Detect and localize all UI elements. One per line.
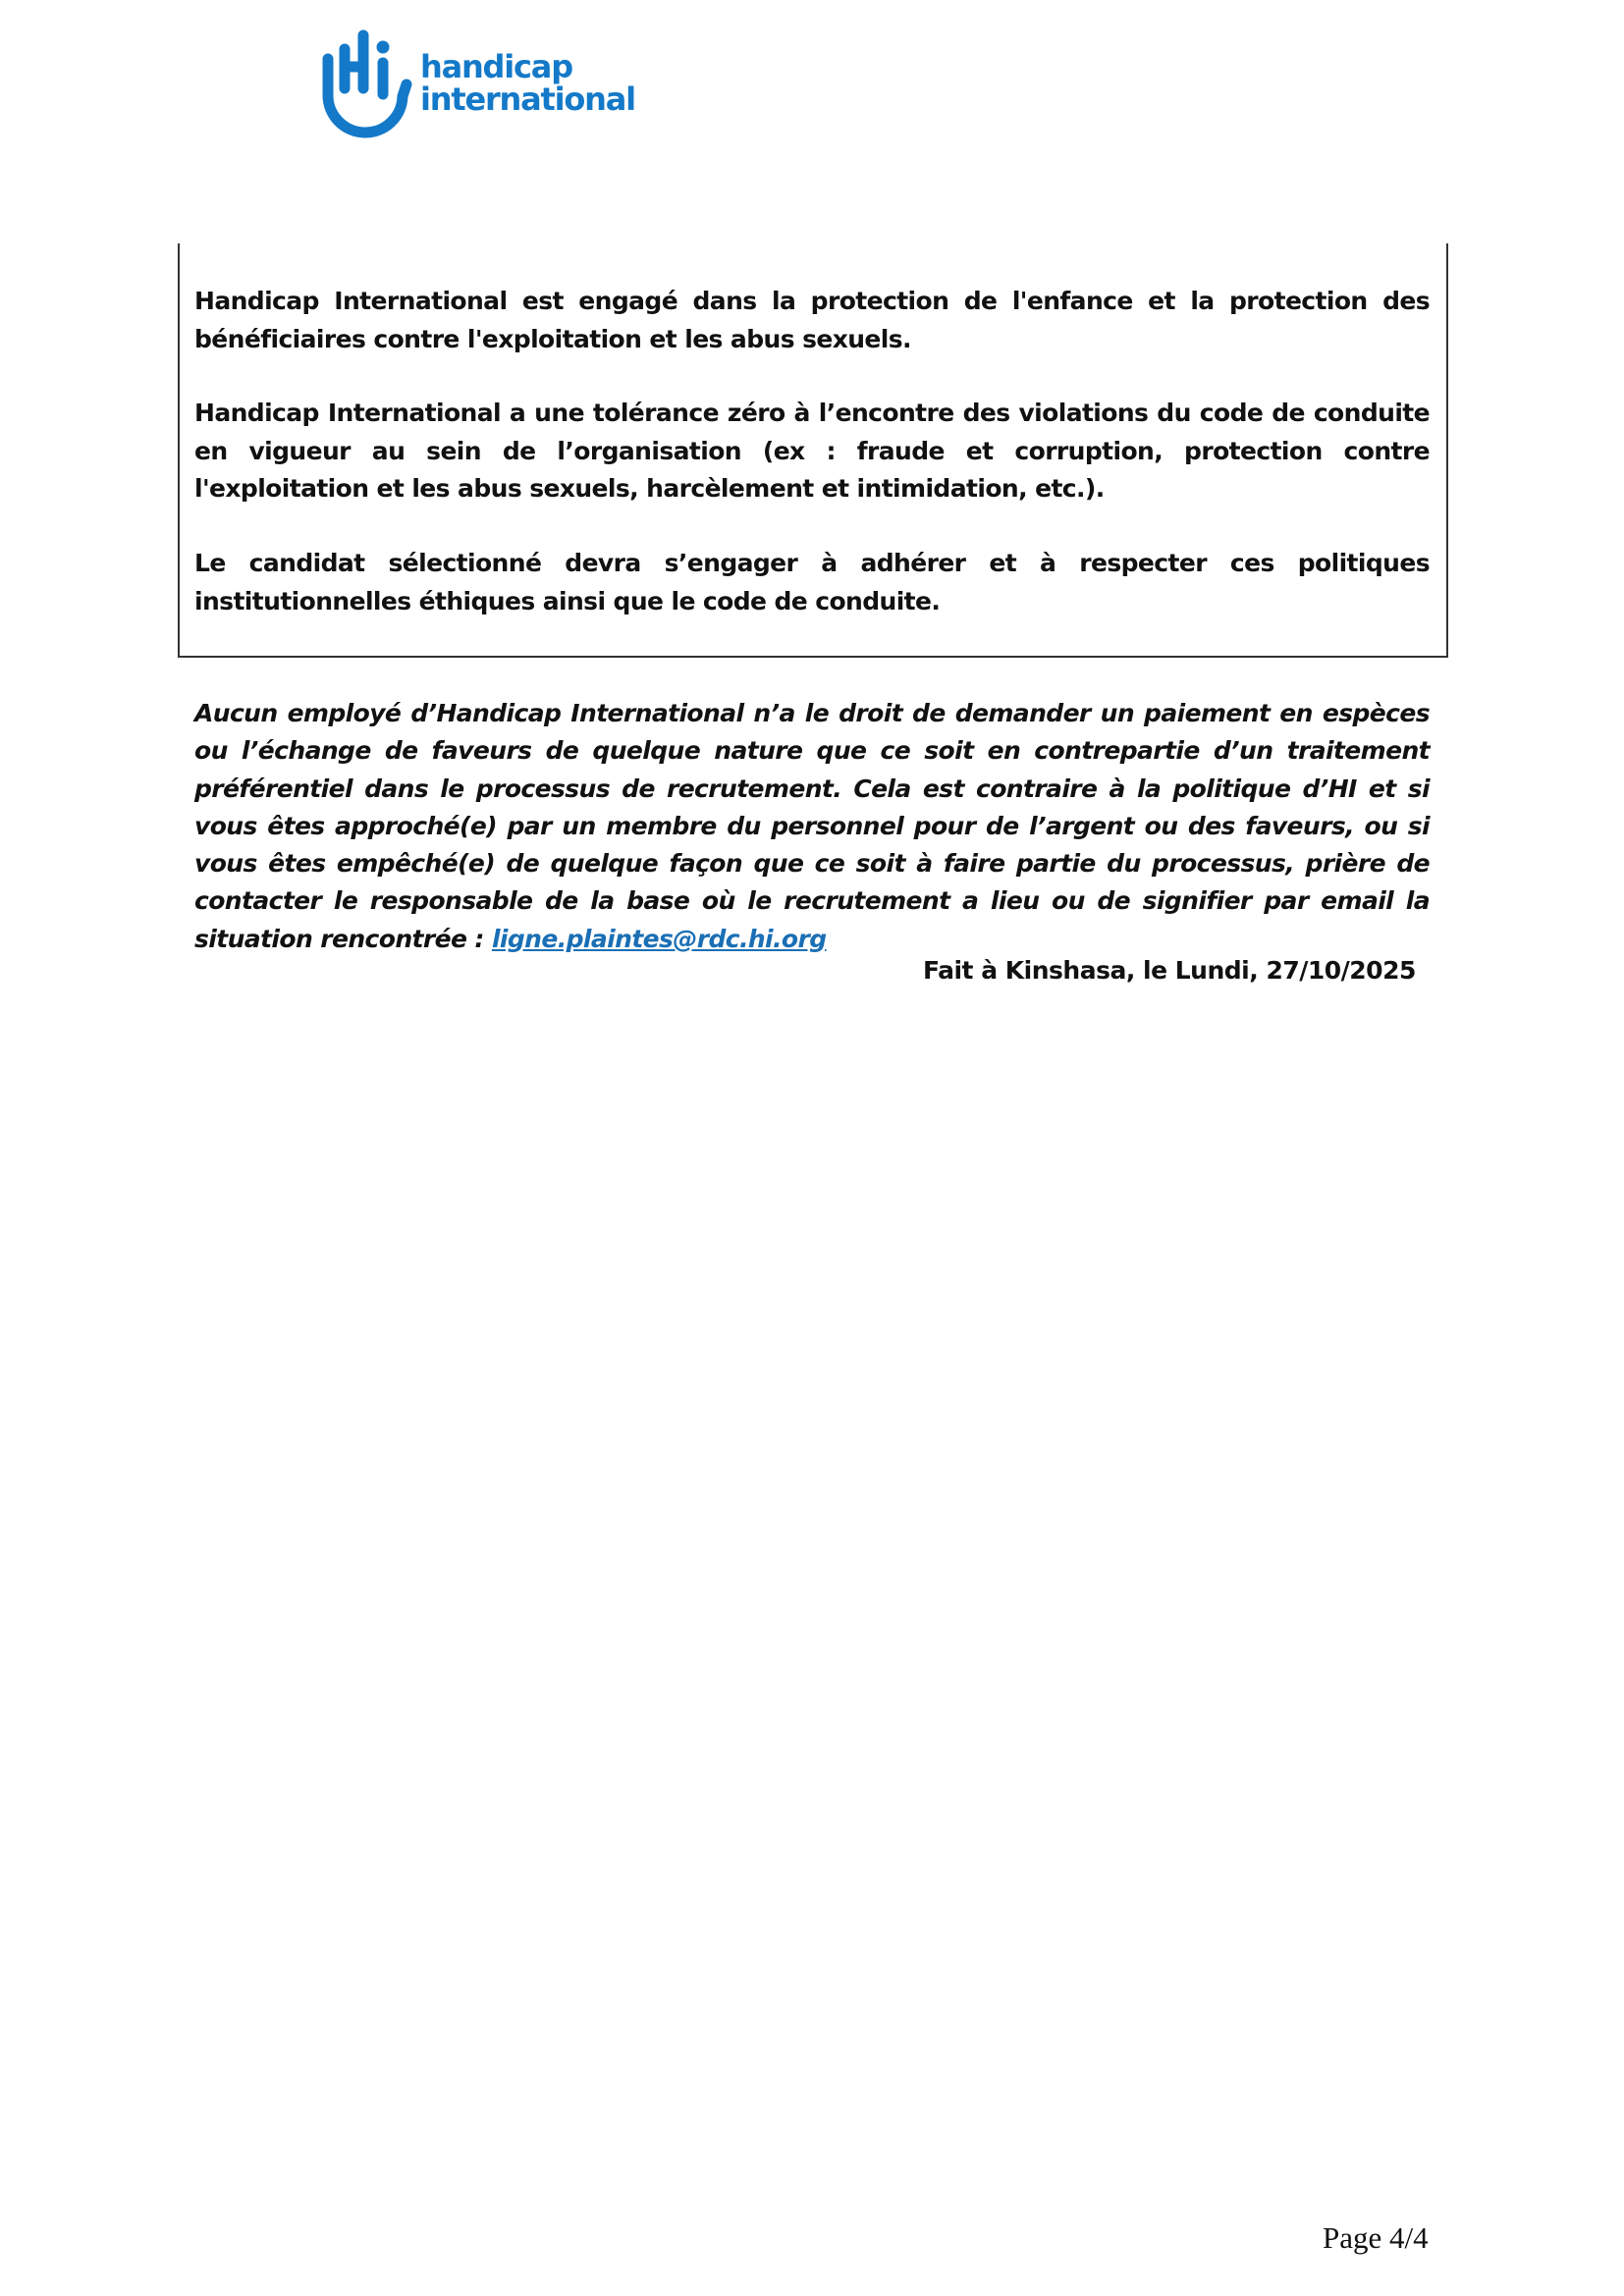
logo-line2: international: [420, 80, 635, 118]
logo-wordmark: [420, 48, 635, 118]
page-number: Page 4/4: [1323, 2220, 1429, 2255]
complaint-email-link[interactable]: ligne.plaintes@rdc.hi.org: [491, 924, 827, 953]
signature-line: Fait à Kinshasa, le Lundi, 27/10/2025: [923, 956, 1416, 985]
logo-line1: handicap: [420, 48, 572, 85]
hi-logo: [320, 27, 654, 150]
ethics-paragraph-commitment: Le candidat sélectionné devra s’engager à adhérer et à respecter ces politiques institutionnelles éthiques ainsi que le code de conduite.: [194, 549, 1430, 615]
ethics-paragraph-zero-tolerance: Handicap International a une tolérance zéro à l’encontre des violations du code de conduite en vigueur au sein de l’organisation (ex : fraude et corruption, protection contre l'exploitation et les abus sexuels, harcèlement et intimidation, etc.).: [194, 399, 1430, 503]
ethics-paragraph-child-protection: Handicap International est engagé dans la protection de l'enfance et la protection des bénéficiaires contre l'exploitation et les abus sexuels.: [194, 287, 1430, 353]
hi-hand-icon: [320, 27, 414, 150]
recruitment-notice: [194, 695, 1430, 958]
recruitment-notice-text: Aucun employé d’Handicap International n’a le droit de demander un paiement en espèces ou l’échange de faveurs de quelque nature que ce soit en contrepartie d’un traitement préférentiel dans le processus de recrutement. Cela est contraire à la politique d’HI et si vous êtes approché(e) par un membre du personnel pour de l’argent ou des faveurs, ou si vous êtes empêché(e) de quelque façon que ce soit à faire partie du processus, prière de contacter le responsable de la base où le recrutement a lieu ou de signifier par email la situation rencontrée :: [194, 699, 1430, 953]
